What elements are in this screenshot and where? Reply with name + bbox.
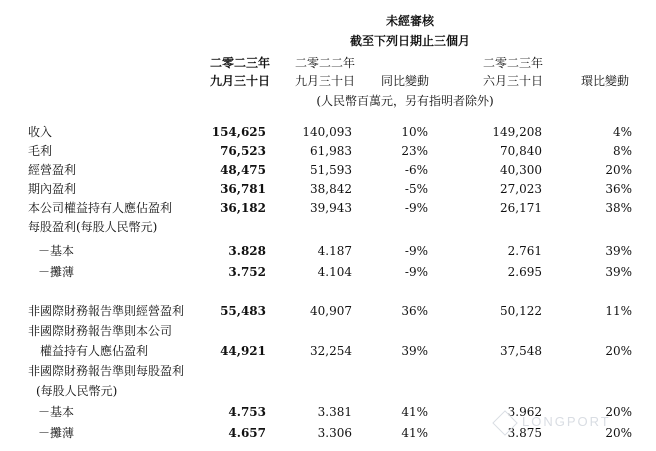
cell-prior-year: 40,907 [310, 304, 352, 318]
cell-prior-year: 38,842 [310, 182, 352, 196]
cell-prior-year: 32,254 [310, 344, 352, 358]
cell-prior-year: 39,943 [310, 201, 352, 215]
cell-current: 48,475 [220, 163, 266, 177]
row-label: 非國際財務報告準則本公司 [28, 324, 173, 338]
cell-current: 4.657 [228, 426, 266, 440]
cell-qoq: 20% [605, 163, 632, 177]
cell-prior-quarter: 3.875 [507, 426, 542, 440]
row-label: 經營盈利 [28, 163, 77, 177]
col2-header-line2: 九月三十日 [295, 74, 356, 88]
table-subtitle: 截至下列日期止三個月 [349, 34, 470, 48]
cell-prior-year: 3.306 [317, 426, 352, 440]
cell-qoq: 38% [605, 201, 632, 215]
cell-prior-quarter: 2.695 [507, 265, 542, 279]
cell-yoy: -9% [404, 265, 428, 279]
col2-header-line1: 二零二二年 [295, 56, 356, 70]
row-label: 期內盈利 [28, 182, 77, 196]
cell-prior-year: 4.104 [317, 265, 352, 279]
cell-qoq: 11% [605, 304, 632, 318]
row-label: －攤薄 [38, 426, 75, 440]
row-label: 非國際財務報告準則經營盈利 [28, 304, 185, 318]
cell-yoy: -6% [404, 163, 428, 177]
cell-prior-quarter: 26,171 [500, 201, 542, 215]
cell-current: 3.828 [228, 244, 266, 258]
row-label: 非國際財務報告準則每股盈利 [28, 364, 185, 378]
cell-qoq: 8% [612, 144, 632, 158]
cell-prior-quarter: 27,023 [500, 182, 542, 196]
cell-yoy: 23% [401, 144, 428, 158]
cell-current: 55,483 [220, 304, 266, 318]
col4-header-line2: 六月三十日 [483, 74, 544, 88]
cell-qoq: 20% [605, 405, 632, 419]
cell-qoq: 4% [612, 125, 632, 139]
cell-prior-quarter: 37,548 [500, 344, 542, 358]
row-label: 每股盈利(每股人民幣元) [28, 220, 158, 234]
row-label: 本公司權益持有人應佔盈利 [28, 201, 173, 215]
unit-note: (人民幣百萬元，另有指明者除外) [316, 94, 494, 108]
cell-prior-year: 4.187 [317, 244, 352, 258]
row-label: 毛利 [28, 144, 53, 158]
cell-yoy: 36% [401, 304, 428, 318]
cell-current: 154,625 [211, 125, 266, 139]
cell-yoy: 41% [401, 426, 428, 440]
cell-prior-year: 140,093 [302, 125, 352, 139]
cell-qoq: 39% [605, 265, 632, 279]
cell-yoy: -5% [404, 182, 428, 196]
cell-prior-year: 51,593 [310, 163, 352, 177]
cell-current: 36,182 [220, 201, 266, 215]
cell-current: 76,523 [220, 144, 266, 158]
cell-qoq: 39% [605, 244, 632, 258]
row-label: (每股人民幣元) [36, 384, 118, 398]
row-label: 權益持有人應佔盈利 [40, 344, 149, 358]
col1-header-line2: 九月三十日 [210, 74, 271, 88]
col5-header: 環比變動 [580, 74, 629, 88]
cell-qoq: 20% [605, 344, 632, 358]
row-label: －基本 [38, 405, 75, 419]
cell-current: 44,921 [220, 344, 266, 358]
cell-yoy: -9% [404, 201, 428, 215]
cell-current: 36,781 [220, 182, 266, 196]
cell-qoq: 20% [605, 426, 632, 440]
cell-qoq: 36% [605, 182, 632, 196]
row-label: －攤薄 [38, 265, 75, 279]
cell-yoy: 41% [401, 405, 428, 419]
cell-yoy: -9% [404, 244, 428, 258]
row-label: －基本 [38, 244, 75, 258]
cell-current: 4.753 [228, 405, 266, 419]
cell-yoy: 10% [401, 125, 428, 139]
cell-prior-quarter: 3.962 [507, 405, 542, 419]
col4-header-line1: 二零二三年 [483, 56, 544, 70]
watermark-text: LONGPORT [522, 414, 611, 429]
cell-prior-quarter: 50,122 [500, 304, 542, 318]
cell-prior-year: 61,983 [310, 144, 352, 158]
cell-prior-quarter: 2.761 [507, 244, 542, 258]
cell-prior-year: 3.381 [317, 405, 352, 419]
row-label: 收入 [28, 125, 53, 139]
table-title: 未經審核 [385, 14, 434, 28]
col1-header-line1: 二零二三年 [210, 56, 271, 70]
cell-prior-quarter: 40,300 [500, 163, 542, 177]
cell-current: 3.752 [228, 265, 266, 279]
cell-prior-quarter: 149,208 [492, 125, 542, 139]
cell-yoy: 39% [401, 344, 428, 358]
col3-header: 同比變動 [380, 74, 429, 88]
cell-prior-quarter: 70,840 [500, 144, 542, 158]
